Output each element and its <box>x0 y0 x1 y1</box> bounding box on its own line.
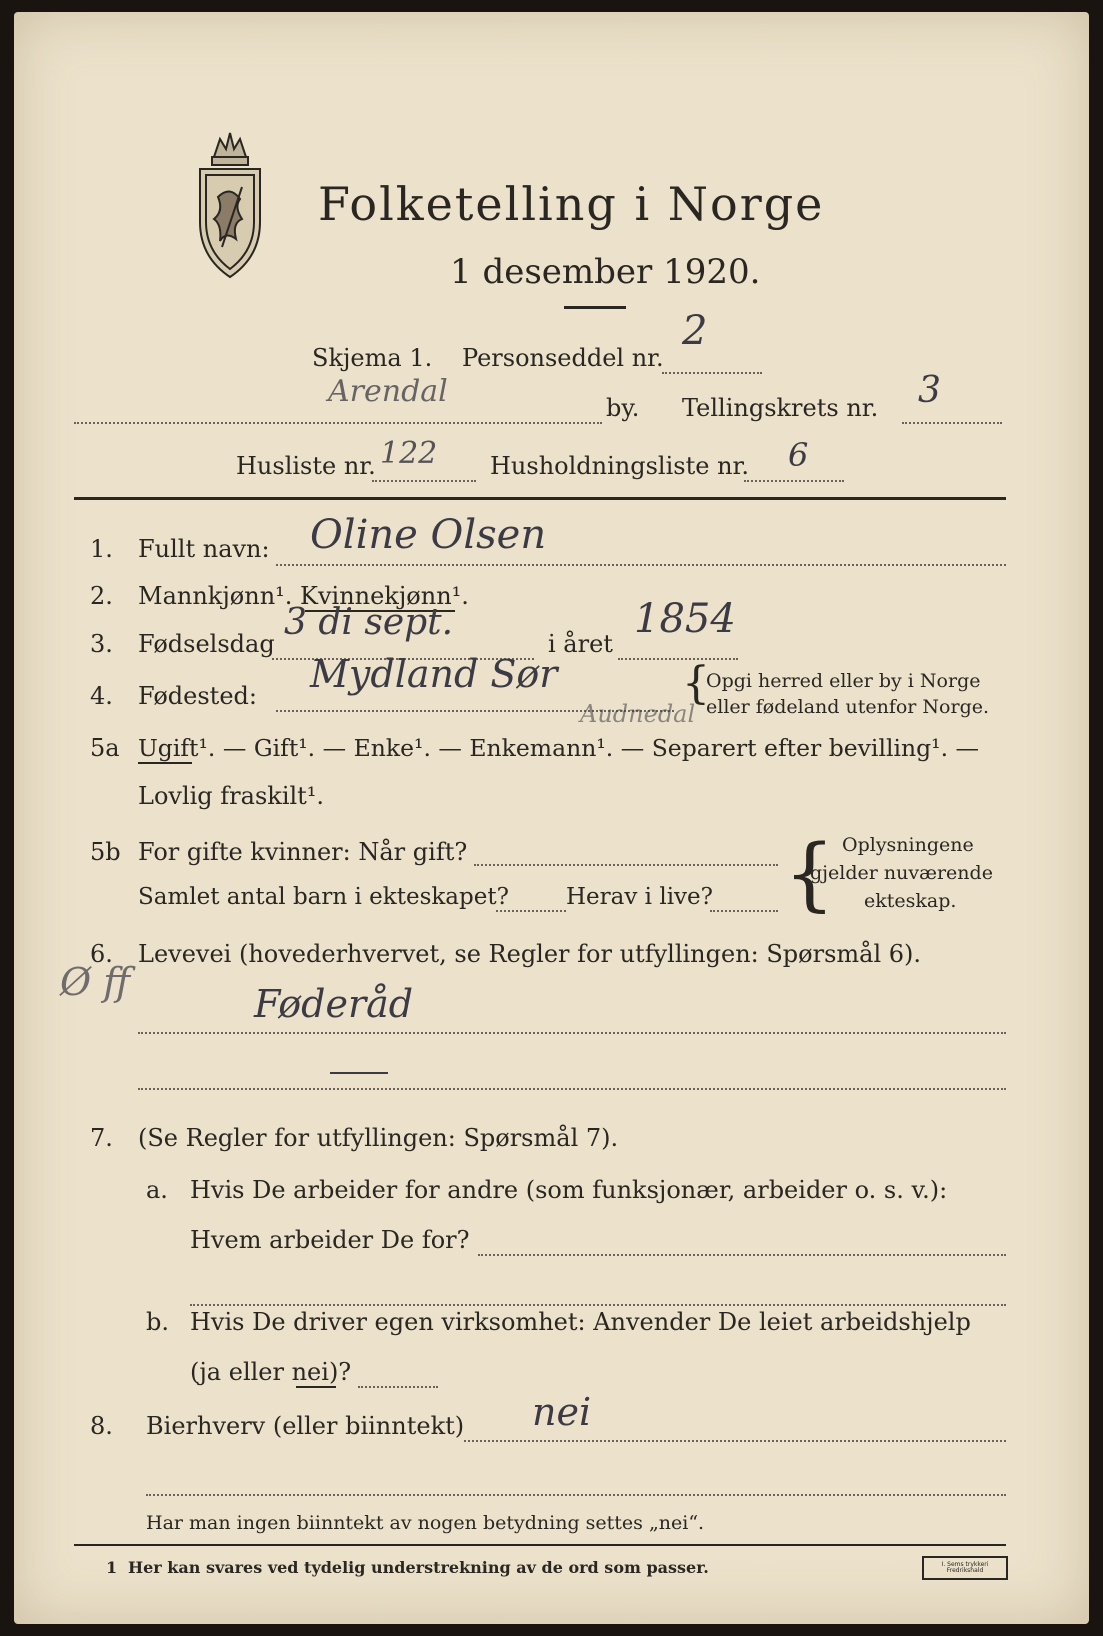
husliste-label: Husliste nr. <box>236 452 376 480</box>
q6-number: 6. <box>90 940 113 968</box>
tellingskrets-line <box>902 422 1002 424</box>
q8-value[interactable]: nei <box>532 1390 592 1434</box>
q3-number: 3. <box>90 630 113 658</box>
q8-note: Har man ingen biinntekt av nogen betydning settes „nei“. <box>146 1512 705 1534</box>
q5b-note-line2: gjelder nuværende <box>810 862 993 884</box>
q1-label: Fullt navn: <box>138 535 270 563</box>
by-label: by. <box>606 394 640 422</box>
q7-number: 7. <box>90 1124 113 1152</box>
q8-line2 <box>146 1494 1006 1496</box>
tellingskrets-value[interactable]: 3 <box>918 370 941 411</box>
printer-mark: I. Sems trykkeri Fredrikshald <box>941 1561 989 1574</box>
census-date: 1 desember 1920. <box>450 252 761 292</box>
personseddel-label: Personseddel nr. <box>462 344 664 372</box>
q5b-line3 <box>710 910 778 912</box>
q5b-label3: Herav i live? <box>566 884 713 910</box>
husholdning-line <box>744 480 844 482</box>
q5b-line1 <box>474 864 778 866</box>
q3-label: Fødselsdag <box>138 630 275 658</box>
q7a-line2: Hvem arbeider De for? <box>190 1226 470 1254</box>
q7b-underline-nei <box>296 1386 336 1388</box>
by-value[interactable]: Arendal <box>328 374 448 409</box>
norwegian-coat-of-arms-icon <box>192 127 268 282</box>
q1-number: 1. <box>90 535 113 563</box>
q5b-note-line3: ekteskap. <box>864 890 957 912</box>
q6-dash-mark <box>330 1072 388 1074</box>
q6-margin-mark[interactable]: Ø ff <box>60 960 131 1004</box>
q4-value-overwrite[interactable]: Audnedal <box>580 700 696 728</box>
q2-number: 2. <box>90 582 113 610</box>
q1-value[interactable]: Oline Olsen <box>310 512 547 558</box>
q4-value[interactable]: Mydland Sør <box>310 652 558 696</box>
husliste-line <box>372 480 476 482</box>
q5a-number: 5a <box>90 734 120 762</box>
q5a-underline-ugift <box>138 762 192 764</box>
by-line <box>74 422 602 424</box>
q5b-label1: For gifte kvinner: Når gift? <box>138 838 468 866</box>
q7b-line1: Hvis De driver egen virksomhet: Anvender De leiet arbeidshjelp <box>190 1308 971 1336</box>
q6-line2 <box>138 1088 1006 1090</box>
tellingskrets-label: Tellingskrets nr. <box>682 394 879 422</box>
q1-line <box>276 564 1006 566</box>
q3-year-line <box>618 658 738 660</box>
q4-number: 4. <box>90 682 113 710</box>
q7a-answer-line2 <box>190 1304 1006 1306</box>
q5a-line2: Lovlig fraskilt¹. <box>138 782 325 810</box>
q5b-line2 <box>496 910 566 912</box>
personseddel-value[interactable]: 2 <box>682 308 708 354</box>
husholdning-value[interactable]: 6 <box>788 436 809 474</box>
q5b-note-line1: Oplysningene <box>842 834 974 856</box>
q3-year-label: i året <box>548 630 613 658</box>
printer-mark-box <box>922 1556 1008 1580</box>
q7a-line1: Hvis De arbeider for andre (som funksjonær, arbeider o. s. v.): <box>190 1176 948 1204</box>
q6-line1 <box>138 1032 1006 1034</box>
q7b-line2: (ja eller nei)? <box>190 1358 352 1386</box>
q4-note-line1: Opgi herred eller by i Norge <box>706 670 981 692</box>
q6-label: Levevei (hovederhvervet, se Regler for utfyllingen: Spørsmål 6). <box>138 940 922 968</box>
q2-label: Mannkjønn¹. Kvinnekjønn¹. <box>138 582 469 610</box>
q8-line1 <box>464 1440 1006 1442</box>
form-title: Folketelling i Norge <box>318 177 825 231</box>
q3-year-value[interactable]: 1854 <box>634 596 736 642</box>
q6-value[interactable]: Føderåd <box>254 982 414 1026</box>
q7b-letter: b. <box>146 1308 169 1336</box>
census-form-sheet <box>14 12 1089 1624</box>
q3-value[interactable]: 3 di sept. <box>284 602 454 643</box>
q8-number: 8. <box>90 1412 113 1440</box>
title-divider <box>564 306 626 309</box>
q8-label: Bierhverv (eller biinntekt) <box>146 1412 465 1440</box>
q5a-line1: Ugift¹. — Gift¹. — Enke¹. — Enkemann¹. — Separert efter bevilling¹. — <box>138 734 980 762</box>
q4-label: Fødested: <box>138 682 257 710</box>
husliste-value[interactable]: 122 <box>380 436 438 471</box>
q7-label: (Se Regler for utfyllingen: Spørsmål 7). <box>138 1124 619 1152</box>
q7a-answer-line1 <box>478 1254 1006 1256</box>
q4-note-line2: eller fødeland utenfor Norge. <box>706 696 990 718</box>
husholdning-label: Husholdningsliste nr. <box>490 452 749 480</box>
skjema-label: Skjema 1. <box>312 344 433 372</box>
header-divider <box>74 497 1006 500</box>
footnote-mark: 1 <box>106 1558 118 1577</box>
q7b-answer-line <box>358 1386 438 1388</box>
q5b-label2: Samlet antal barn i ekteskapet? <box>138 884 509 910</box>
footnote-divider <box>74 1544 1006 1546</box>
footnote-text: Her kan svares ved tydelig understrekning av de ord som passer. <box>128 1558 709 1577</box>
q7a-letter: a. <box>146 1176 168 1204</box>
q5b-note-brace: { <box>784 827 835 920</box>
personseddel-line <box>662 372 762 374</box>
q5b-number: 5b <box>90 838 121 866</box>
q4-note-brace: { <box>682 658 710 709</box>
